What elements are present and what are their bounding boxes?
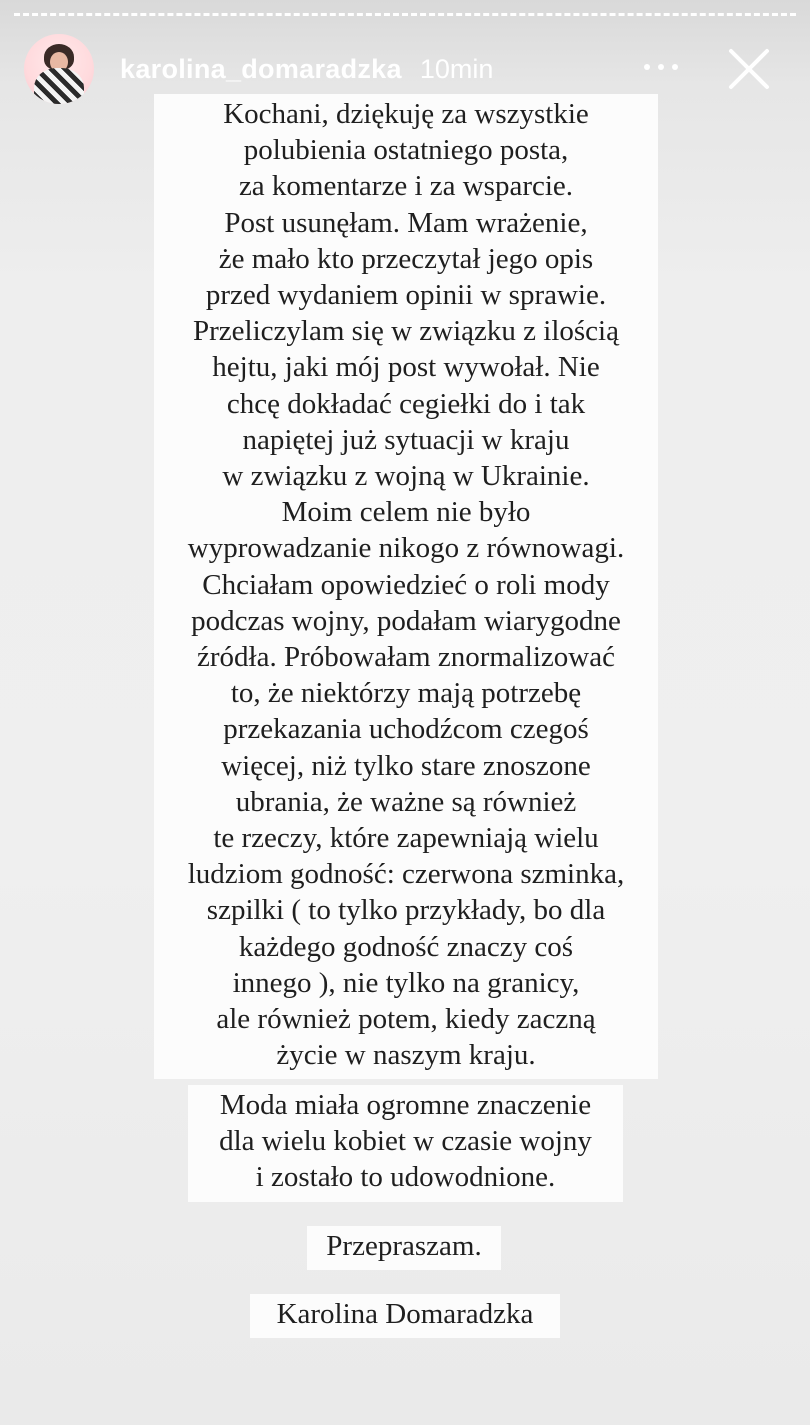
story-text-signature: [250, 1294, 560, 1338]
text-line: Chciałam opowiedzieć o roli mody: [202, 568, 610, 601]
text-line: Moim celem nie było: [281, 496, 531, 529]
text-line: Przeliczylam się w związku z ilością: [193, 315, 619, 348]
text-line: każdego godność znaczy coś: [238, 930, 574, 963]
avatar-coat: [34, 68, 84, 104]
text-line: źródła. Próbowałam znormalizować: [197, 641, 615, 674]
text-line: ludziom godność: czerwona szminka,: [187, 858, 625, 891]
dot: [672, 64, 678, 70]
text-line: hejtu, jaki mój post wywołał. Nie: [212, 351, 600, 384]
username[interactable]: karolina_domaradzka: [120, 53, 402, 84]
text-line: przed wydaniem opinii w sprawie.: [205, 279, 607, 312]
text-line: wyprowadzanie nikogo z równowagi.: [187, 532, 625, 565]
text-line: ale również potem, kiedy zaczną: [216, 1003, 596, 1036]
dot: [644, 64, 650, 70]
close-icon[interactable]: [726, 46, 772, 92]
text-line: podczas wojny, podałam wiarygodne: [191, 604, 621, 637]
text-line: chcę dokładać cegiełki do i tak: [226, 387, 586, 420]
text-line: ubrania, że ważne są również: [235, 785, 577, 818]
text-line: Kochani, dziękuję za wszystkie: [223, 98, 589, 130]
text-line: te rzeczy, które zapewniają wielu: [213, 822, 599, 855]
story-text-apology: [307, 1226, 501, 1270]
post-time: 10min: [419, 53, 494, 84]
text-line: i zostało to udowodnione.: [255, 1161, 556, 1194]
text-line: napiętej już sytuacji w kraju: [242, 423, 570, 456]
text-line: więcej, niż tylko stare znoszone: [221, 749, 591, 782]
more-options-icon[interactable]: [644, 60, 678, 74]
text-line: za komentarze i za wsparcie.: [238, 170, 574, 203]
text-line: w związku z wojną w Ukrainie.: [222, 460, 590, 493]
avatar[interactable]: [24, 34, 94, 104]
signature-line: Karolina Domaradzka: [276, 1298, 534, 1330]
story-text-moda: [188, 1085, 623, 1202]
text-line: przekazania uchodźcom czegoś: [223, 713, 589, 746]
story-progress-bar: [14, 13, 796, 20]
apology-line: Przepraszam.: [326, 1230, 482, 1262]
text-line: dla wielu kobiet w czasie wojny: [219, 1125, 592, 1158]
text-line: innego ), nie tylko na granicy,: [232, 966, 580, 999]
story-text-main: [154, 94, 658, 1079]
text-line: polubienia ostatniego posta,: [243, 134, 569, 167]
text-line: Post usunęłam. Mam wrażenie,: [224, 206, 588, 239]
dot: [658, 64, 664, 70]
text-line: szpilki ( to tylko przykłady, bo dla: [206, 894, 606, 927]
text-line: to, że niektórzy mają potrzebę: [230, 677, 582, 710]
text-line: że mało kto przeczytał jego opis: [218, 242, 594, 275]
text-line: życie w naszym kraju.: [276, 1039, 536, 1072]
text-line: Moda miała ogromne znaczenie: [219, 1089, 592, 1121]
